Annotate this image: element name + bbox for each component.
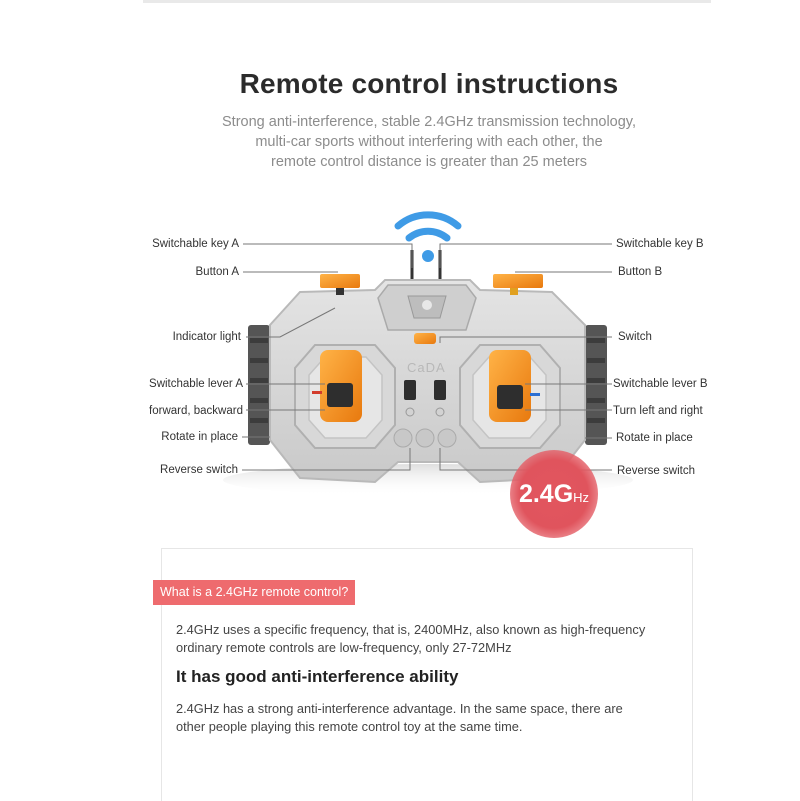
reverse-switch-b[interactable] bbox=[434, 380, 446, 400]
subtitle-line: multi-car sports without interfering with each other, the bbox=[255, 134, 603, 150]
device-logo: CaDA bbox=[407, 360, 446, 375]
callout-rotate-in-place-left: Rotate in place bbox=[161, 431, 238, 443]
button-a[interactable] bbox=[320, 274, 360, 288]
lever-a-marker bbox=[312, 391, 322, 394]
callout-button-a: Button A bbox=[195, 266, 239, 278]
callout-rotate-in-place-right: Rotate in place bbox=[616, 432, 693, 444]
frequency-badge bbox=[510, 450, 598, 538]
paragraph-line: 2.4GHz uses a specific frequency, that is, 2400MHz, also known as high-frequency bbox=[176, 622, 646, 637]
round-button-right[interactable] bbox=[438, 429, 456, 447]
lever-b-marker bbox=[530, 393, 540, 396]
info-paragraph-2 bbox=[176, 700, 623, 736]
paragraph-line: other people playing this remote control toy at the same time. bbox=[176, 719, 523, 734]
wifi-dot-icon bbox=[422, 250, 434, 262]
info-paragraph-1 bbox=[176, 621, 645, 657]
callout-switchable-key-b: Switchable key B bbox=[616, 238, 704, 250]
badge-frequency-value: 2.4G bbox=[518, 480, 574, 508]
info-tag: What is a 2.4GHz remote control? bbox=[153, 580, 355, 605]
callout-indicator-light: Indicator light bbox=[172, 331, 241, 343]
callout-turn-left-right: Turn left and right bbox=[613, 405, 703, 417]
paragraph-line: 2.4GHz has a strong anti-interference advantage. In the same space, there are bbox=[176, 701, 623, 716]
callout-switchable-lever-b: Switchable lever B bbox=[613, 378, 708, 390]
callout-forward-backward: forward, backward bbox=[149, 405, 243, 417]
page-title: Remote control instructions bbox=[239, 68, 619, 99]
subtitle-line: Strong anti-interference, stable 2.4GHz transmission technology, bbox=[222, 114, 636, 130]
indicator-light-lens bbox=[422, 300, 432, 310]
callout-reverse-switch-right: Reverse switch bbox=[617, 465, 695, 477]
switchable-key-a[interactable] bbox=[336, 288, 344, 295]
round-button-left[interactable] bbox=[394, 429, 412, 447]
power-switch[interactable] bbox=[414, 333, 436, 344]
button-b[interactable] bbox=[493, 274, 543, 288]
paragraph-line: ordinary remote controls are low-frequency, only 27-72MHz bbox=[176, 640, 512, 655]
callout-switchable-lever-a: Switchable lever A bbox=[149, 378, 243, 390]
reverse-switch-a[interactable] bbox=[404, 380, 416, 400]
lever-a-grip bbox=[327, 383, 353, 407]
lever-b-grip bbox=[497, 385, 523, 409]
callout-switchable-key-a: Switchable key A bbox=[152, 238, 239, 250]
callout-switch: Switch bbox=[618, 331, 652, 343]
wifi-signal-icon bbox=[398, 215, 458, 238]
badge-frequency-unit: Hz bbox=[573, 490, 590, 505]
subtitle-line: remote control distance is greater than 25 meters bbox=[271, 154, 587, 170]
info-heading: It has good anti-interference ability bbox=[176, 667, 459, 686]
switchable-key-b[interactable] bbox=[510, 288, 518, 295]
callout-reverse-switch-left: Reverse switch bbox=[160, 464, 238, 476]
round-button-center[interactable] bbox=[416, 429, 434, 447]
callout-button-b: Button B bbox=[618, 266, 663, 278]
